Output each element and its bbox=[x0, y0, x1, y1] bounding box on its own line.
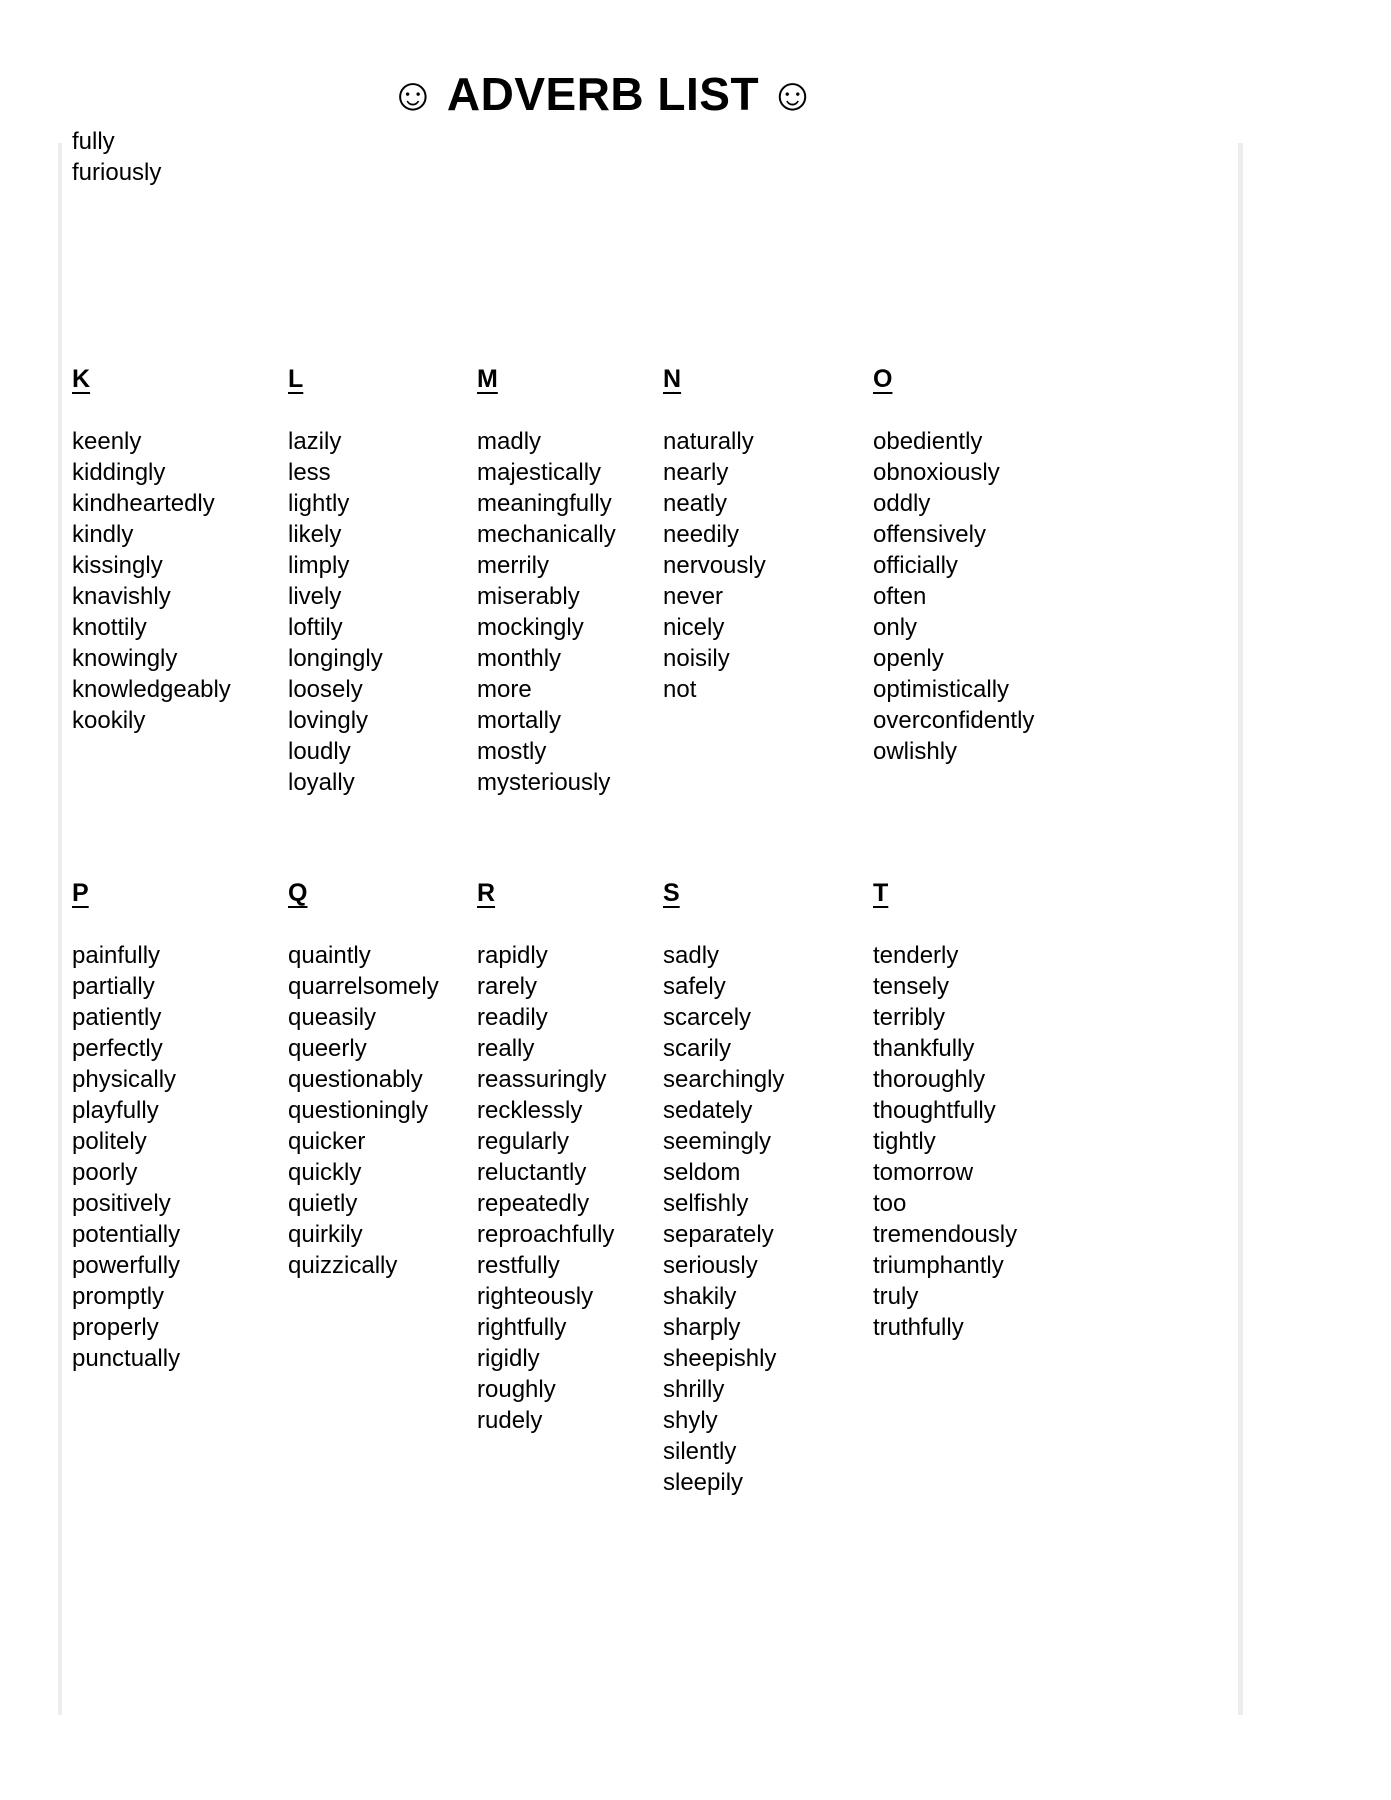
adverb-word: openly bbox=[873, 645, 944, 672]
adverb-word: nicely bbox=[663, 614, 725, 641]
adverb-column-l bbox=[288, 364, 383, 798]
adverb-word: fully bbox=[72, 128, 115, 155]
adverb-word: mockingly bbox=[477, 614, 584, 641]
adverb-word: questionably bbox=[288, 1066, 423, 1093]
adverb-word: rapidly bbox=[477, 942, 548, 969]
adverb-word: tensely bbox=[873, 973, 950, 1000]
adverb-word: loftily bbox=[288, 614, 343, 641]
adverb-word: queerly bbox=[288, 1035, 367, 1062]
adverb-word: seemingly bbox=[663, 1128, 772, 1155]
adverb-column-p bbox=[72, 878, 180, 1374]
adverb-word: majestically bbox=[477, 459, 602, 486]
adverb-word: seriously bbox=[663, 1252, 758, 1279]
adverb-word: terribly bbox=[873, 1004, 946, 1031]
adverb-column-q bbox=[288, 878, 439, 1281]
adverb-word: thankfully bbox=[873, 1035, 975, 1062]
adverb-word: scarcely bbox=[663, 1004, 752, 1031]
adverb-word: quietly bbox=[288, 1190, 358, 1217]
adverb-word: miserably bbox=[477, 583, 580, 610]
adverb-word: politely bbox=[72, 1128, 147, 1155]
adverb-word: kindly bbox=[72, 521, 134, 548]
column-word-list bbox=[72, 940, 180, 1374]
adverb-word: kissingly bbox=[72, 552, 163, 579]
adverb-word: loyally bbox=[288, 769, 355, 796]
adverb-word: regularly bbox=[477, 1128, 570, 1155]
adverb-word: lively bbox=[288, 583, 342, 610]
adverb-word: quarrelsomely bbox=[288, 973, 439, 1000]
column-letter-p: P bbox=[72, 879, 89, 907]
page-title bbox=[0, 68, 1206, 120]
adverb-word: offensively bbox=[873, 521, 986, 548]
adverb-word: seldom bbox=[663, 1159, 741, 1186]
adverb-word: less bbox=[288, 459, 331, 486]
adverb-word: reproachfully bbox=[477, 1221, 615, 1248]
adverb-column-m bbox=[477, 364, 616, 798]
adverb-word: quirkily bbox=[288, 1221, 363, 1248]
adverb-column-t bbox=[873, 878, 1017, 1343]
adverb-word: positively bbox=[72, 1190, 171, 1217]
adverb-word: shyly bbox=[663, 1407, 718, 1434]
adverb-word: limply bbox=[288, 552, 350, 579]
column-letter-k: K bbox=[72, 365, 91, 393]
column-letter-s: S bbox=[663, 879, 680, 907]
adverb-word: tightly bbox=[873, 1128, 936, 1155]
adverb-column-r bbox=[477, 878, 614, 1436]
adverb-word: poorly bbox=[72, 1159, 138, 1186]
column-letter-r: R bbox=[477, 879, 496, 907]
column-word-list bbox=[288, 426, 383, 798]
column-letter-l: L bbox=[288, 365, 304, 393]
adverb-word: selfishly bbox=[663, 1190, 749, 1217]
adverb-word: sadly bbox=[663, 942, 720, 969]
adverb-word: neatly bbox=[663, 490, 728, 517]
adverb-word: keenly bbox=[72, 428, 142, 455]
adverb-word: tremendously bbox=[873, 1221, 1018, 1248]
adverb-word: reluctantly bbox=[477, 1159, 587, 1186]
adverb-word: loudly bbox=[288, 738, 351, 765]
adverb-word: owlishly bbox=[873, 738, 958, 765]
column-word-list bbox=[477, 940, 614, 1436]
adverb-word: quizzically bbox=[288, 1252, 398, 1279]
adverb-word: nervously bbox=[663, 552, 766, 579]
adverb-word: madly bbox=[477, 428, 542, 455]
adverb-word: meaningfully bbox=[477, 490, 612, 517]
adverb-word: never bbox=[663, 583, 724, 610]
adverb-word: kookily bbox=[72, 707, 146, 734]
adverb-word: obediently bbox=[873, 428, 983, 455]
text-frame-right-border bbox=[1238, 143, 1243, 1715]
adverb-word: partially bbox=[72, 973, 155, 1000]
adverb-word: needily bbox=[663, 521, 740, 548]
column-letter-t: T bbox=[873, 879, 889, 907]
adverb-word: powerfully bbox=[72, 1252, 181, 1279]
intro-word-list bbox=[72, 126, 161, 188]
adverb-word: properly bbox=[72, 1314, 159, 1341]
column-word-list bbox=[873, 940, 1017, 1343]
adverb-word: perfectly bbox=[72, 1035, 163, 1062]
page-title-text: ADVERB LIST bbox=[446, 68, 760, 120]
adverb-word: more bbox=[477, 676, 532, 703]
adverb-word: quickly bbox=[288, 1159, 362, 1186]
adverb-word: loosely bbox=[288, 676, 363, 703]
adverb-word: obnoxiously bbox=[873, 459, 1000, 486]
column-word-list bbox=[477, 426, 616, 798]
adverb-word: recklessly bbox=[477, 1097, 583, 1124]
adverb-word: painfully bbox=[72, 942, 161, 969]
adverb-word: oddly bbox=[873, 490, 931, 517]
adverb-word: quaintly bbox=[288, 942, 371, 969]
adverb-word: punctually bbox=[72, 1345, 181, 1372]
adverb-column-o bbox=[873, 364, 1034, 767]
adverb-word: separately bbox=[663, 1221, 774, 1248]
adverb-word: triumphantly bbox=[873, 1252, 1004, 1279]
adverb-word: knowingly bbox=[72, 645, 178, 672]
adverb-column-s bbox=[663, 878, 784, 1498]
column-word-list bbox=[72, 426, 231, 736]
adverb-word: likely bbox=[288, 521, 342, 548]
adverb-word: truthfully bbox=[873, 1314, 964, 1341]
adverb-word: shrilly bbox=[663, 1376, 725, 1403]
adverb-word: overconfidently bbox=[873, 707, 1035, 734]
adverb-column-k bbox=[72, 364, 231, 736]
adverb-word: mortally bbox=[477, 707, 562, 734]
adverb-word: scarily bbox=[663, 1035, 732, 1062]
adverb-word: patiently bbox=[72, 1004, 162, 1031]
adverb-word: knowledgeably bbox=[72, 676, 231, 703]
column-word-list bbox=[663, 940, 784, 1498]
adverb-word: truly bbox=[873, 1283, 919, 1310]
adverb-word: furiously bbox=[72, 159, 162, 186]
text-frame-left-border bbox=[58, 143, 62, 1715]
adverb-word: optimistically bbox=[873, 676, 1010, 703]
adverb-word: righteously bbox=[477, 1283, 594, 1310]
adverb-word: restfully bbox=[477, 1252, 560, 1279]
adverb-word: not bbox=[663, 676, 697, 703]
adverb-word: only bbox=[873, 614, 918, 641]
adverb-word: shakily bbox=[663, 1283, 737, 1310]
adverb-word: promptly bbox=[72, 1283, 165, 1310]
adverb-word: rightfully bbox=[477, 1314, 567, 1341]
column-word-list bbox=[288, 940, 439, 1281]
adverb-word: readily bbox=[477, 1004, 548, 1031]
adverb-word: questioningly bbox=[288, 1097, 429, 1124]
adverb-word: officially bbox=[873, 552, 958, 579]
column-word-list bbox=[873, 426, 1034, 767]
adverb-word: thoroughly bbox=[873, 1066, 986, 1093]
adverb-word: searchingly bbox=[663, 1066, 785, 1093]
smiley-icon-left: ☺ bbox=[389, 68, 437, 120]
adverb-word: noisily bbox=[663, 645, 730, 672]
adverb-word: rarely bbox=[477, 973, 538, 1000]
adverb-word: mechanically bbox=[477, 521, 616, 548]
adverb-word: kiddingly bbox=[72, 459, 166, 486]
adverb-word: knavishly bbox=[72, 583, 171, 610]
adverb-word: safely bbox=[663, 973, 726, 1000]
adverb-word: thoughtfully bbox=[873, 1097, 996, 1124]
column-letter-n: N bbox=[663, 365, 682, 393]
adverb-word: roughly bbox=[477, 1376, 556, 1403]
adverb-word: sharply bbox=[663, 1314, 741, 1341]
adverb-word: sleepily bbox=[663, 1469, 744, 1496]
adverb-word: often bbox=[873, 583, 927, 610]
adverb-word: repeatedly bbox=[477, 1190, 590, 1217]
adverb-word: naturally bbox=[663, 428, 754, 455]
adverb-word: longingly bbox=[288, 645, 383, 672]
adverb-word: lightly bbox=[288, 490, 350, 517]
adverb-word: tenderly bbox=[873, 942, 959, 969]
adverb-word: silently bbox=[663, 1438, 737, 1465]
adverb-word: monthly bbox=[477, 645, 562, 672]
column-word-list bbox=[663, 426, 766, 705]
adverb-word: really bbox=[477, 1035, 535, 1062]
column-letter-o: O bbox=[873, 365, 893, 393]
adverb-word: too bbox=[873, 1190, 907, 1217]
adverb-word: queasily bbox=[288, 1004, 377, 1031]
adverb-word: rigidly bbox=[477, 1345, 540, 1372]
adverb-word: quicker bbox=[288, 1128, 366, 1155]
adverb-word: potentially bbox=[72, 1221, 181, 1248]
adverb-word: tomorrow bbox=[873, 1159, 974, 1186]
adverb-word: rudely bbox=[477, 1407, 543, 1434]
adverb-word: mostly bbox=[477, 738, 547, 765]
column-letter-q: Q bbox=[288, 879, 308, 907]
adverb-word: sheepishly bbox=[663, 1345, 777, 1372]
adverb-word: lovingly bbox=[288, 707, 369, 734]
adverb-word: reassuringly bbox=[477, 1066, 607, 1093]
adverb-word: nearly bbox=[663, 459, 729, 486]
column-letter-m: M bbox=[477, 365, 498, 393]
adverb-word: playfully bbox=[72, 1097, 159, 1124]
adverb-word: kindheartedly bbox=[72, 490, 215, 517]
adverb-column-n bbox=[663, 364, 766, 705]
smiley-icon-right: ☺ bbox=[769, 68, 817, 120]
adverb-word: sedately bbox=[663, 1097, 753, 1124]
adverb-word: mysteriously bbox=[477, 769, 611, 796]
adverb-word: lazily bbox=[288, 428, 342, 455]
adverb-word: knottily bbox=[72, 614, 147, 641]
adverb-word: physically bbox=[72, 1066, 177, 1093]
adverb-word: merrily bbox=[477, 552, 549, 579]
